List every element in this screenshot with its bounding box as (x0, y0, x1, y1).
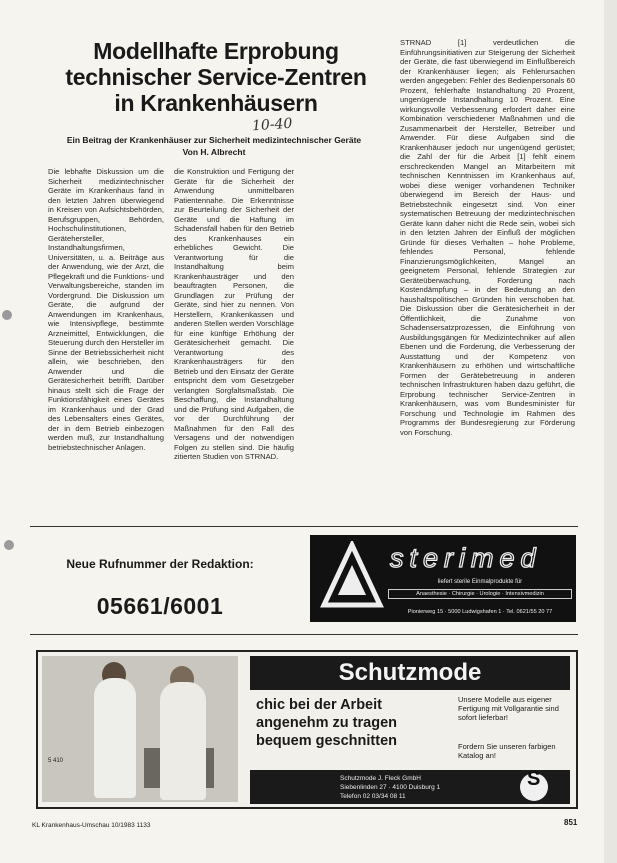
models-photo (42, 656, 238, 802)
article-column-1: Die lebhafte Diskussion um die Sicherheit medizintechnischer Geräte im Krankenhaus fand in den letzten Jahren überwiegend in Kreisen von Aufsichtsbehörden, Berufsgruppen, Behörden, Hochschulinstitutionen, Gerätehersteller, Instandhaltungsfirmen, Universitäten, u. a. Beiträge aus der Anwendung, wie der Arzt, die Pflegekraft und die Funktions- und Verwaltungsbereiche, standen im Vordergrund. Die Diskussion um Geräte, die aufgrund der Anwendungen im Krankenhaus, wie Intensivpflege, bestimmte Arzneimittel, Entwicklungen, die Steuerung durch den Hersteller im Sinne der Betriebssicherheit nicht allein, wie beschrieben, den Anwender und die Gerätesicherheit betrifft. Darüber hinaus stellt sich die Frage der Funktionsfähigkeit eines Gerätes im Krankenhaus und der Grad des Lebensalters eines Gerätes, der in dem Betrieb einbezogen werden muß, zur Instandhaltung betriebstechnischer Anlagen. (48, 167, 164, 452)
schutzmode-info-2: Fordern Sie unseren farbigen Katalog an! (458, 742, 556, 760)
divider (30, 526, 578, 527)
photo-code: 5 410 (48, 758, 64, 764)
scan-edge (604, 0, 617, 863)
sterimed-line-2: Anaesthesie · Chirurgie · Urologie · Intensivmedizin (388, 589, 572, 599)
page-number: 851 (564, 818, 578, 827)
sterimed-line-1: liefert sterile Einmalprodukte für (437, 579, 523, 585)
schutzmode-logo-icon (520, 773, 548, 801)
article-subtitle (40, 134, 388, 158)
sterimed-address: Pionierweg 15 · 5000 Ludwigshafen 1 · Tel. 0621/55 20 77 (407, 609, 553, 615)
title-line-2: technischer Service-Zentren (65, 64, 367, 90)
article-title (52, 38, 380, 116)
schutzmode-ad (36, 650, 578, 809)
punch-hole (2, 310, 12, 320)
subtitle-line-1: Ein Beitrag der Krankenhäuser zur Sicherheit medizintechnischer Geräte (66, 135, 362, 145)
punch-hole (4, 540, 14, 550)
divider (30, 634, 578, 635)
title-line-3: in Krankenhäusern (114, 90, 318, 116)
author-line: Von H. Albrecht (182, 147, 246, 157)
sterimed-ad (310, 535, 576, 622)
schutzmode-info-1: Unsere Modelle aus eigener Fertigung mit Vollgarantie sind sofort lieferbar! (458, 695, 559, 722)
handwritten-note: 10-40 (251, 115, 293, 135)
redaktion-ad (30, 557, 290, 620)
schutzmode-brand: Schutzmode (250, 656, 570, 690)
schutzmode-slogan: chic bei der Arbeit angenehm zu tragen bequem geschnitten (256, 697, 397, 749)
title-line-1: Modellhafte Erprobung (93, 38, 339, 64)
article-column-3: STRNAD [1] verdeutlichen die Einführungsinitiativen zur Steigerung der Sicherheit der Geräte, die fast überwiegend im Einflußbereich der Krankenhäuser liegen; als Fehlerursachen werden angegeben: Fehler des Bedienpersonals 60 Prozent, fehlerhafte Instandhaltung 20 Prozent, ungenügende Instandhaltung 10 Prozent. Eine wirkungsvolle Verbesserung erfordert daher eine Kombination verschiedener Maßnahmen und die Zusammenarbeit der Hersteller, Betreiber und Anwender. Für diese Aufgaben sind die Krankenhäuser jedoch nur ungenügend gerüstet; die Zahl der für die Arbeit [1] fehlt einem erschreckenden Mangel an Mitarbeitern mit technischen Kenntnissen im Krankenhaus auf, wobei diese weniger vorhandenen Techniker überwiegend im Bereich der Haus- und Betriebstechnik eingesetzt sind. Von einer systematischen Betreuung der medizintechnischen Geräte kann daher nicht die Rede sein, wobei sich in den letzten Jahren der Einfluß der möglichen Gründe für dieses Verhalten – hohe Probleme, fehlendes Personal, fehlende Finanzierungsmöglichkeiten, Mangel an geeignetem Personal, fehlende Strategien zur Geräteüberwachung, Forderung nach Kostendämpfung – in der Bedeutung an den haushaltspolitischen Gründen hin verschoben hat. Die Diskussion über die Gerätesicherheit in der Öffentlichkeit, die Zunahme von Schadensersatzprozessen, die Einführung von Ausbildungsgängen für Medizintechniker auf allen Ebenen und die Forderung, die Verbesserung der Ausstattung und der Kompetenz von Krankenhäusern zu erhöhen und wirtschaftliche Formen der Gerätebetreuung in anderen technischen Infrastrukturen haben dazu geführt, die Erprobung technischer Service-Zentren in Krankenhäusern, was vom Bundesminister für Forschung und Technologie im Rahmen des Programms der Bundesregierung zur Förderung von Forschung. (400, 38, 575, 437)
article-column-2: die Konstruktion und Fertigung der Geräte für die Sicherheit der Anwendung unmittelbaren Patientennahe. Die Erkenntnisse zur Beurteilung der Sicherheit der Geräte und die Haftung im Schadensfall haben für den Betrieb des Krankenhauses ein erhebliches Gewicht. Die Verantwortung für die Instandhaltung beim Krankenhausträger und den beauftragten Personen, die Grundlagen zur Prüfung der Geräte, sind hier zu nennen. Von Herstellern, Krankenkassen und anderen Stellen werden Vorschläge für eine künftige Erhöhung der Gerätesicherheit gemacht. Die Verantwortung des Krankenhausträgers für den Betrieb und den Einsatz der Geräte entspricht dem vom Gesetzgeber verlangten Sorgfaltsmaßstab. Die Beschaffung, die Instandhaltung und die Prüfung sind Aufgaben, die vor der Durchführung der Maßnahmen für den Fall des Versagens und der notwendigen Folgen zu stellen sind. Die häufig zitierten Studien von STRNAD. (174, 167, 294, 461)
schutzmode-address-box: Schutzmode J. Fleck GmbH Siebenlinden 27 · 4100 Duisburg 1 Telefon 02 03/34 08 11 S (250, 770, 570, 804)
redaktion-number: 05661/6001 (96, 593, 224, 619)
footer-source: KL Krankenhaus-Umschau 10/1983 1133 (32, 822, 151, 829)
redaktion-label: Neue Rufnummer der Redaktion: (66, 557, 254, 571)
sterimed-logo-icon (320, 541, 384, 615)
sterimed-logo-text: sterimed (390, 543, 542, 573)
